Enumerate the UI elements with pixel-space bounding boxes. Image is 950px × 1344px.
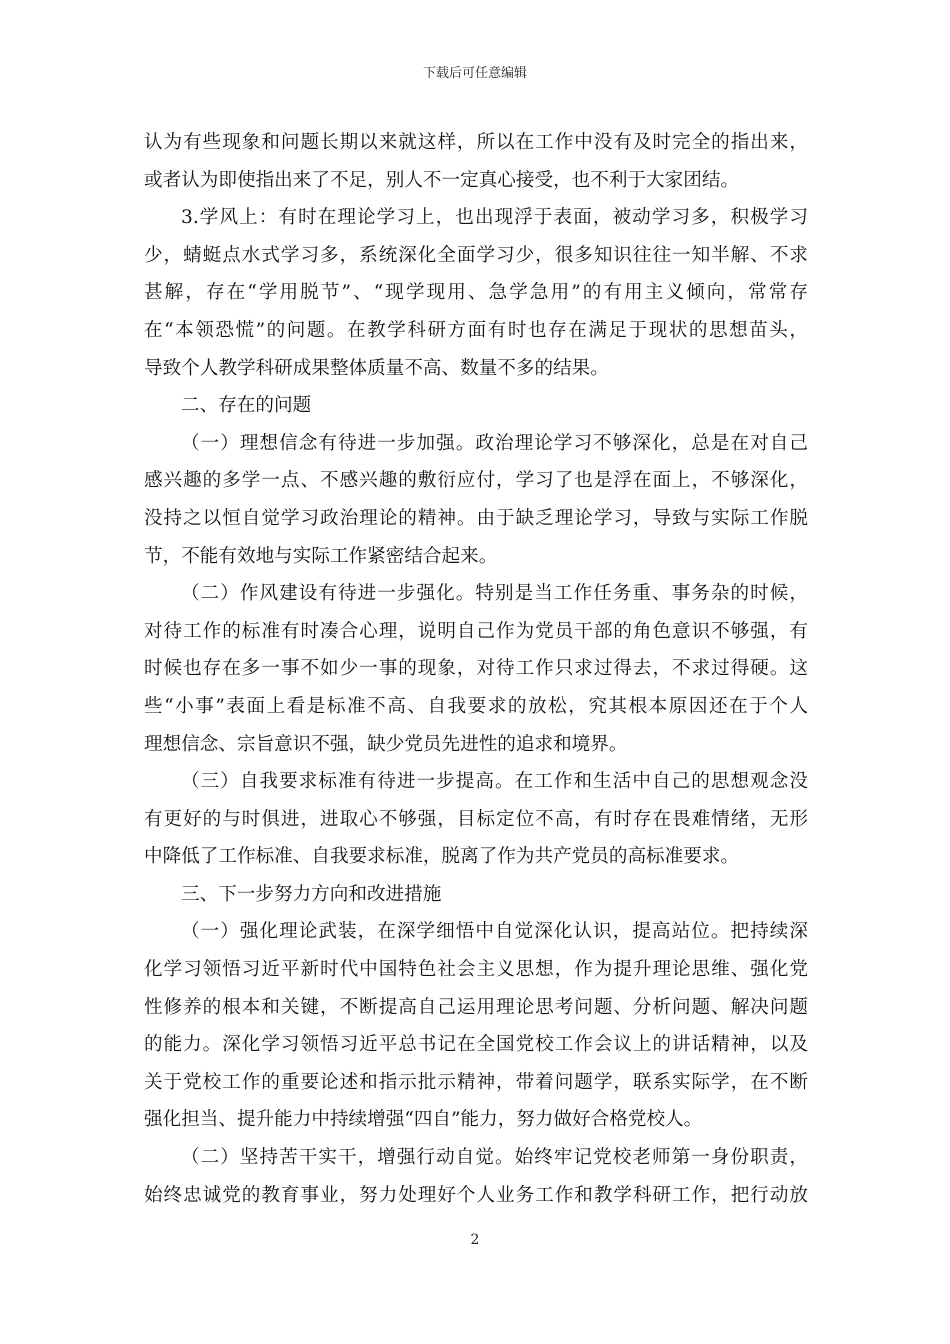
text-line: 没持之以恒自觉学习政治理论的精神。由于缺乏理论学习，导致与实际工作脱 xyxy=(144,507,808,529)
text-line: （一）强化理论武装，在深学细悟中自觉深化认识，提高站位。把持续深 xyxy=(181,921,808,943)
text-line: 少，蜻蜓点水式学习多，系统深化全面学习少，很多知识往往一知半解、不求 xyxy=(144,244,808,266)
document-body xyxy=(144,124,808,1214)
text-line: 时候也存在多一事不如少一事的现象，对待工作只求过得去，不求过得硬。这 xyxy=(144,658,808,680)
text-line: 始终忠诚党的教育事业，努力处理好个人业务工作和教学科研工作，把行动放 xyxy=(144,1184,808,1206)
text-line: 在“本领恐慌”的问题。在教学科研方面有时也存在满足于现状的思想苗头， xyxy=(144,319,808,341)
text-line: 导致个人教学科研成果整体质量不高、数量不多的结果。 xyxy=(144,357,609,379)
text-line: 节，不能有效地与实际工作紧密结合起来。 xyxy=(144,545,498,567)
text-line: 关于党校工作的重要论述和指示批示精神，带着问题学，联系实际学，在不断 xyxy=(144,1071,808,1093)
text-line: 3.学风上：有时在理论学习上，也出现浮于表面，被动学习多，积极学习 xyxy=(181,207,808,229)
text-line: 感兴趣的多学一点、不感兴趣的敷衍应付，学习了也是浮在面上，不够深化， xyxy=(144,470,808,492)
text-line: 认为有些现象和问题长期以来就这样，所以在工作中没有及时完全的指出来， xyxy=(144,132,808,153)
text-line: 些“小事”表面上看是标准不高、自我要求的放松，究其根本原因还在于个人 xyxy=(144,695,808,717)
text-line: 中降低了工作标准、自我要求标准，脱离了作为共产党员的高标准要求。 xyxy=(144,846,740,868)
text-line: 理想信念、宗旨意识不强，缺少党员先进性的追求和境界。 xyxy=(144,733,628,755)
text-line: （一）理想信念有待进一步加强。政治理论学习不够深化，总是在对自己 xyxy=(181,432,808,454)
text-line: 化学习领悟习近平新时代中国特色社会主义思想，作为提升理论思维、强化党 xyxy=(144,959,808,981)
section-heading: 二、存在的问题 xyxy=(181,395,312,417)
text-line: 或者认为即使指出来了不足，别人不一定真心接受，也不利于大家团结。 xyxy=(144,169,740,191)
text-line: （二）坚持苦干实干，增强行动自觉。始终牢记党校老师第一身份职责， xyxy=(181,1147,808,1169)
text-line: 强化担当、提升能力中持续增强“四自”能力，努力做好合格党校人。 xyxy=(144,1109,703,1131)
page-number: 2 xyxy=(470,1232,480,1248)
text-line: 甚解，存在“学用脱节”、“现学现用、急学急用”的有用主义倾向，常常存 xyxy=(144,282,808,304)
text-line: （三）自我要求标准有待进一步提高。在工作和生活中自己的思想观念没 xyxy=(181,771,808,793)
page-header-note: 下载后可任意编辑 xyxy=(422,66,527,81)
text-line: 对待工作的标准有时凑合心理，说明自己作为党员干部的角色意识不够强，有 xyxy=(144,620,808,642)
text-line: 有更好的与时俱进，进取心不够强，目标定位不高，有时存在畏难情绪，无形 xyxy=(144,808,808,830)
section-heading: 三、下一步努力方向和改进措施 xyxy=(181,883,442,905)
text-line: 性修养的根本和关键，不断提高自己运用理论思考问题、分析问题、解决问题 xyxy=(144,996,808,1018)
text-line: （二）作风建设有待进一步强化。特别是当工作任务重、事务杂的时候， xyxy=(181,583,808,605)
text-line: 的能力。深化学习领悟习近平总书记在全国党校工作会议上的讲话精神，以及 xyxy=(144,1034,808,1056)
